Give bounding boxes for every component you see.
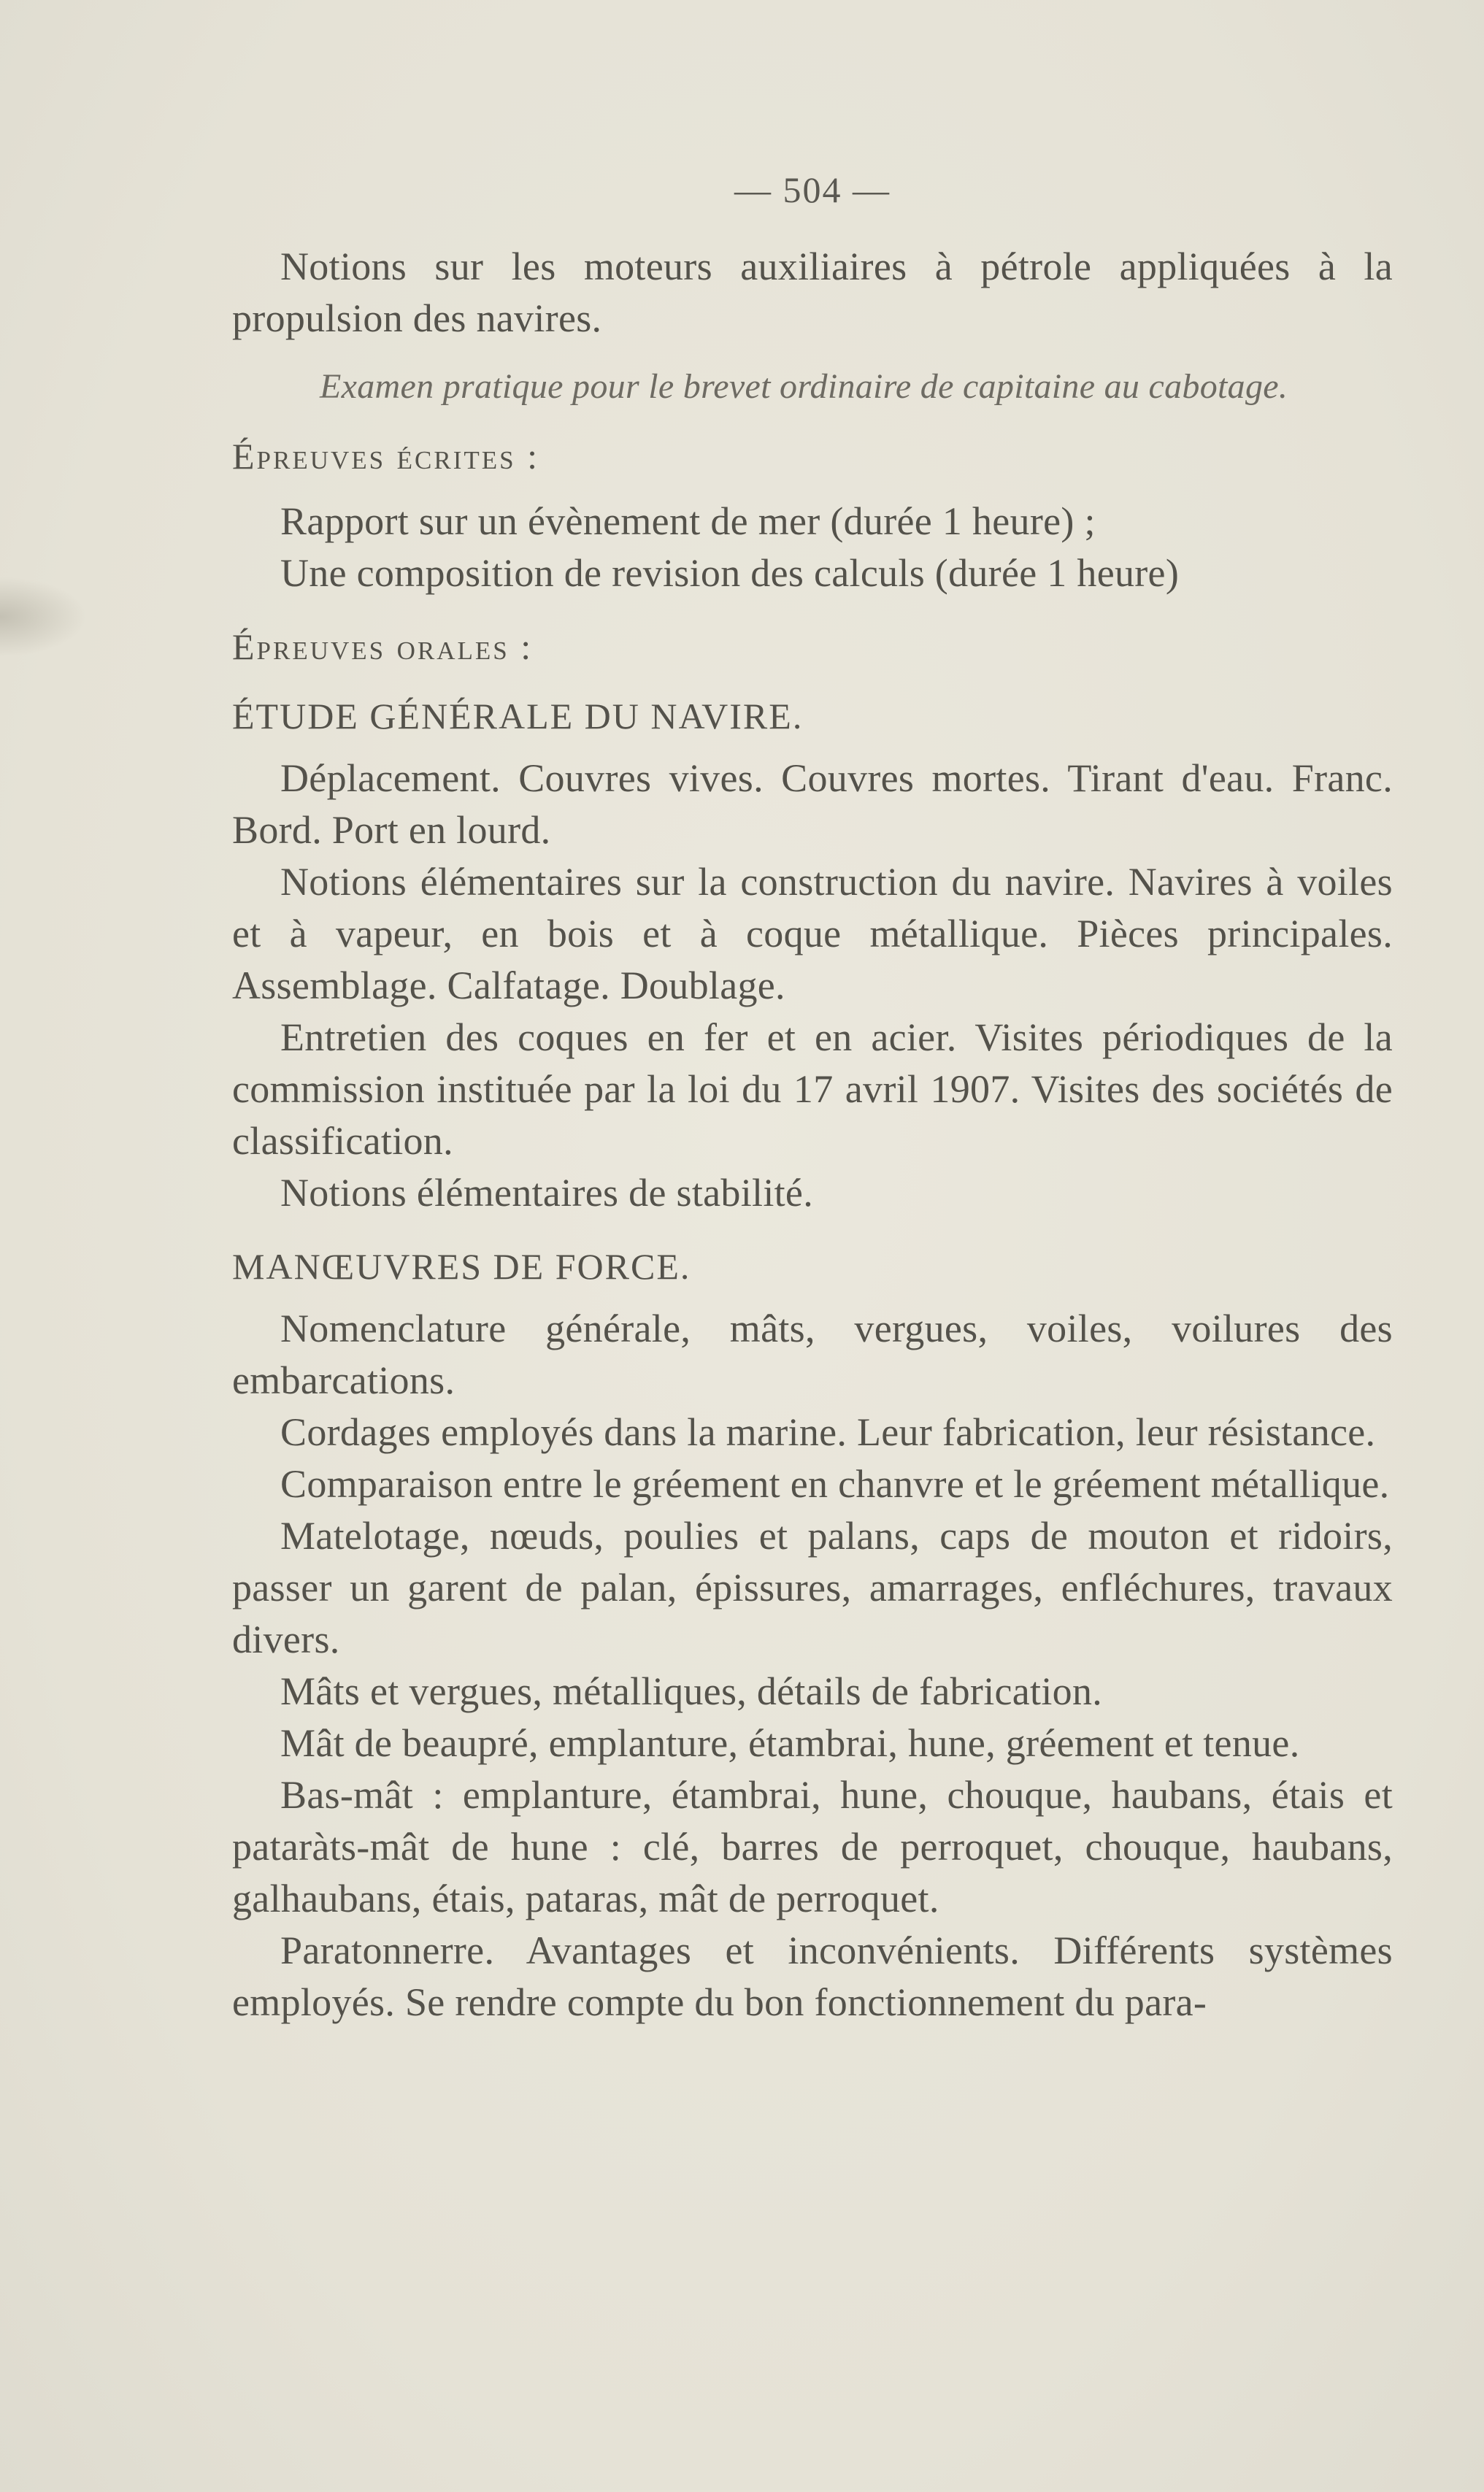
exam-title: Examen pratique pour le brevet ordinaire de capitaine au cabotage. xyxy=(320,367,1288,406)
paragraph-cordages: Cordages employés dans la marine. Leur fabrication, leur résistance. xyxy=(280,1410,1376,1454)
heading-epreuves-orales: Épreuves orales : xyxy=(232,626,534,667)
heading-manoeuvres: MANŒUVRES DE FORCE. xyxy=(232,1246,691,1287)
paragraph-paratonnerre: Paratonnerre. Avantages et inconvénients. Différents systèmes employés. Se rendre compte du bon fonctionnement du para- xyxy=(232,1928,1393,2024)
paragraph-beaupre: Mât de beaupré, emplanture, étambrai, hune, gréement et tenue. xyxy=(280,1721,1300,1765)
paragraph-bas-mat: Bas-mât : emplanture, étambrai, hune, chouque, haubans, étais et pataràts-mât de hune : clé, barres de perroquet, chouque, haubans, galhaubans, étais, pataras, mât de perroquet. xyxy=(232,1773,1393,1920)
paragraph-composition: Une composition de revision des calculs (durée 1 heure) xyxy=(280,551,1180,595)
paragraph-stabilite: Notions élémentaires de stabilité. xyxy=(280,1171,813,1215)
paragraph-deplacement: Déplacement. Couvres vives. Couvres mortes. Tirant d'eau. Franc. Bord. Port en lourd. xyxy=(232,756,1393,852)
paragraph-notions-construction: Notions élémentaires sur la construction du navire. Navires à voiles et à vapeur, en bois et à coque métallique. Pièces principales. Assemblage. Calfatage. Doublage. xyxy=(232,860,1393,1007)
page-number: — 504 — xyxy=(734,169,891,210)
heading-etude-generale: ÉTUDE GÉNÉRALE DU NAVIRE. xyxy=(232,696,804,737)
paragraph-rapport: Rapport sur un évènement de mer (durée 1 heure) ; xyxy=(280,499,1096,543)
heading-epreuves-ecrites: Épreuves écrites : xyxy=(232,436,539,477)
page-gutter-shadow xyxy=(0,577,88,657)
paragraph-notions-moteurs: Notions sur les moteurs auxiliaires à pétrole appliquées à la propulsion des navires. xyxy=(232,245,1393,340)
paragraph-nomenclature: Nomenclature générale, mâts, vergues, voiles, voilures des embarcations. xyxy=(232,1307,1393,1402)
paragraph-entretien: Entretien des coques en fer et en acier. Visites périodiques de la commission instituée par la loi du 17 avril 1907. Visites des sociétés de classification. xyxy=(232,1015,1393,1163)
paragraph-mats-vergues: Mâts et vergues, métalliques, détails de fabrication. xyxy=(280,1669,1103,1713)
paragraph-comparaison: Comparaison entre le gréement en chanvre et le gréement métallique. xyxy=(280,1462,1390,1506)
text-block xyxy=(232,150,1393,2028)
paragraph-matelotage: Matelotage, nœuds, poulies et palans, caps de mouton et ridoirs, passer un garent de palan, épissures, amarrages, enfléchures, travaux divers. xyxy=(232,1514,1393,1661)
